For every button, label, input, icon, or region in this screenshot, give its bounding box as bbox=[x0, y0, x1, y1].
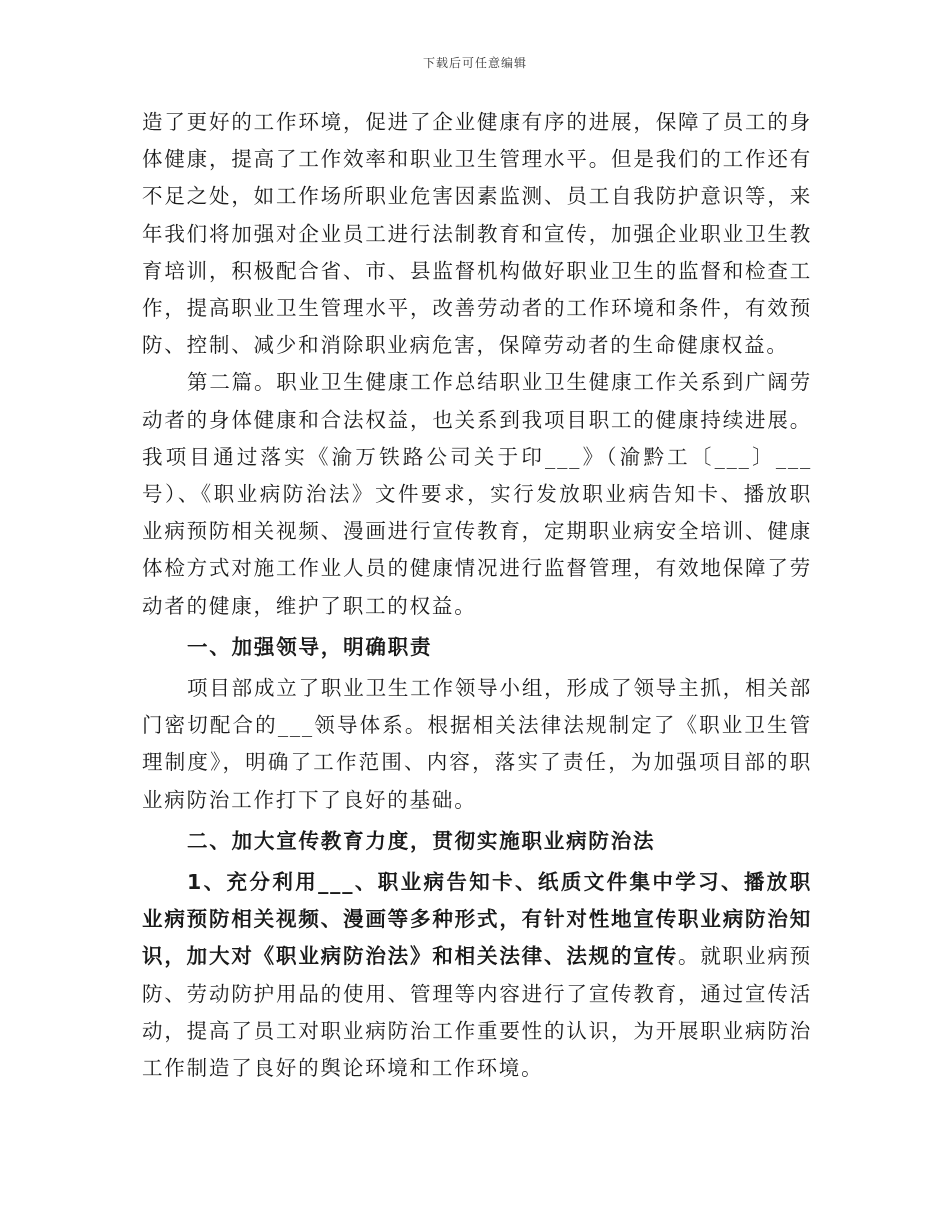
paragraph-publicity-rest: 。就职业病预防、劳动防护用品的使用、管理等内容进行了宣传教育，通过宣传活动，提高了员工对职业病防治工作重要性的认识，为开展职业病防治工作制造了良好的舆论环境和工作环境。 bbox=[142, 944, 812, 1081]
paragraph-leadership: 项目部成立了职业卫生工作领导小组，形成了领导主抓，相关部门密切配合的___领导体系。根据相关法律法规制定了《职业卫生管理制度》，明确了工作范围、内容，落实了责任，为加强项目部的职业病防治工作打下了良好的基础。 bbox=[142, 676, 812, 812]
paragraph-publicity bbox=[142, 864, 812, 1087]
section-heading-publicity: 二、加大宣传教育力度，贯彻实施职业病防治法 bbox=[187, 828, 656, 853]
paragraph-second-article: 第二篇。职业卫生健康工作总结职业卫生健康工作关系到广阔劳动者的身体健康和合法权益，也关系到我项目职工的健康持续进展。我项目通过落实《渝万铁路公司关于印___》（渝黔工〔___〕___号）、《职业病防治法》文件要求，实行发放职业病告知卡、播放职业病预防相关视频、漫画进行宣传教育，定期职业病安全培训、健康体检方式对施工作业人员的健康情况进行监督管理，有效地保障了劳动者的健康，维护了职工的权益。 bbox=[142, 370, 812, 618]
page-header-note: 下载后可任意编辑 bbox=[422, 56, 527, 70]
paragraph-continuation: 造了更好的工作环境，促进了企业健康有序的进展，保障了员工的身体健康，提高了工作效率和职业卫生管理水平。但是我们的工作还有不足之处，如工作场所职业危害因素监测、员工自我防护意识等，来年我们将加强对企业员工进行法制教育和宣传，加强企业职业卫生教育培训，积极配合省、市、县监督机构做好职业卫生的监督和检查工作，提高职业卫生管理水平，改善劳动者的工作环境和条件，有效预防、控制、减少和消除职业病危害，保障劳动者的生命健康权益。 bbox=[142, 110, 812, 358]
document-body bbox=[142, 104, 812, 1087]
section-heading-leadership: 一、加强领导，明确职责 bbox=[187, 634, 433, 659]
paragraph-publicity-bold: 1、充分利用___、职业病告知卡、纸质文件集中学习、播放职业病预防相关视频、漫画等多种形式，有针对性地宣传职业病防治知识，加大对《职业病防治法》和相关法律、法规的宣传 bbox=[142, 870, 812, 969]
